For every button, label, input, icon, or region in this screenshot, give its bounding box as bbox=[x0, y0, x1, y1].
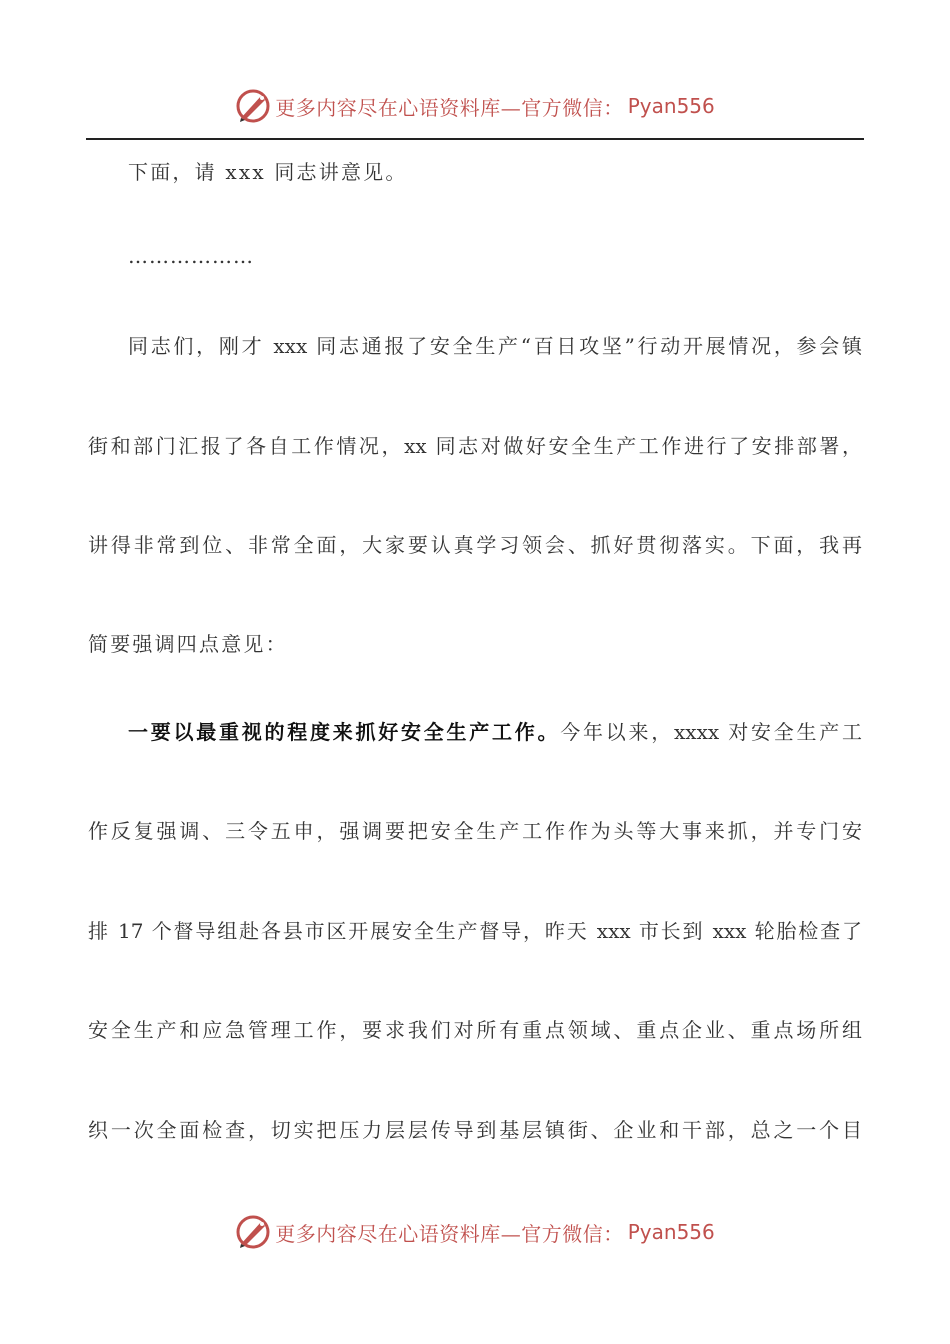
footer-banner-wechat-id: Pyan556 bbox=[627, 1220, 715, 1244]
footer-banner bbox=[0, 1210, 950, 1254]
paragraph-summary-line-4: 简要强调四点意见： bbox=[88, 632, 288, 656]
paragraph-point-one-line-4: 安全生产和应急管理工作，要求我们对所有重点领域、重点企业、重点场所组 bbox=[88, 1018, 862, 1042]
paragraph-point-one-line-5: 织一次全面检查，切实把压力层层传导到基层镇街、企业和干部，总之一个目 bbox=[88, 1118, 862, 1142]
footer-banner-text: 更多内容尽在心语资料库—官方微信： bbox=[275, 1221, 624, 1246]
paragraph-point-one-line-3: 排 17 个督导组赴各县市区开展安全生产督导，昨天 xxx 市长到 xxx 轮胎检查了 bbox=[88, 919, 862, 943]
paragraph-summary-line-2: 街和部门汇报了各自工作情况，xx 同志对做好安全生产工作进行了安排部署， bbox=[88, 434, 862, 458]
pen-logo-icon bbox=[235, 1214, 271, 1250]
paragraph-point-one-line-1 bbox=[88, 718, 862, 746]
paragraph-summary-line-1: 同志们，刚才 xxx 同志通报了安全生产“百日攻坚”行动开展情况，参会镇 bbox=[128, 334, 862, 358]
point-one-line-1-text: 今年以来，xxxx 对安全生产工 bbox=[560, 720, 862, 744]
header-banner bbox=[0, 84, 950, 128]
header-banner-text: 更多内容尽在心语资料库—官方微信： bbox=[275, 95, 624, 120]
pen-logo-icon bbox=[235, 88, 271, 124]
paragraph-intro: 下面，请 xxx 同志讲意见。 bbox=[128, 160, 408, 184]
ellipsis-line: ……………… bbox=[128, 244, 254, 268]
paragraph-point-one-line-2: 作反复强调、三令五申，强调要把安全生产工作作为头等大事来抓，并专门安 bbox=[88, 819, 862, 843]
header-banner-wechat-id: Pyan556 bbox=[627, 94, 715, 118]
point-one-heading: 一要以最重视的程度来抓好安全生产工作。 bbox=[128, 720, 561, 744]
paragraph-summary-line-3: 讲得非常到位、非常全面，大家要认真学习领会、抓好贯彻落实。下面，我再 bbox=[88, 533, 862, 557]
header-divider bbox=[86, 138, 864, 140]
